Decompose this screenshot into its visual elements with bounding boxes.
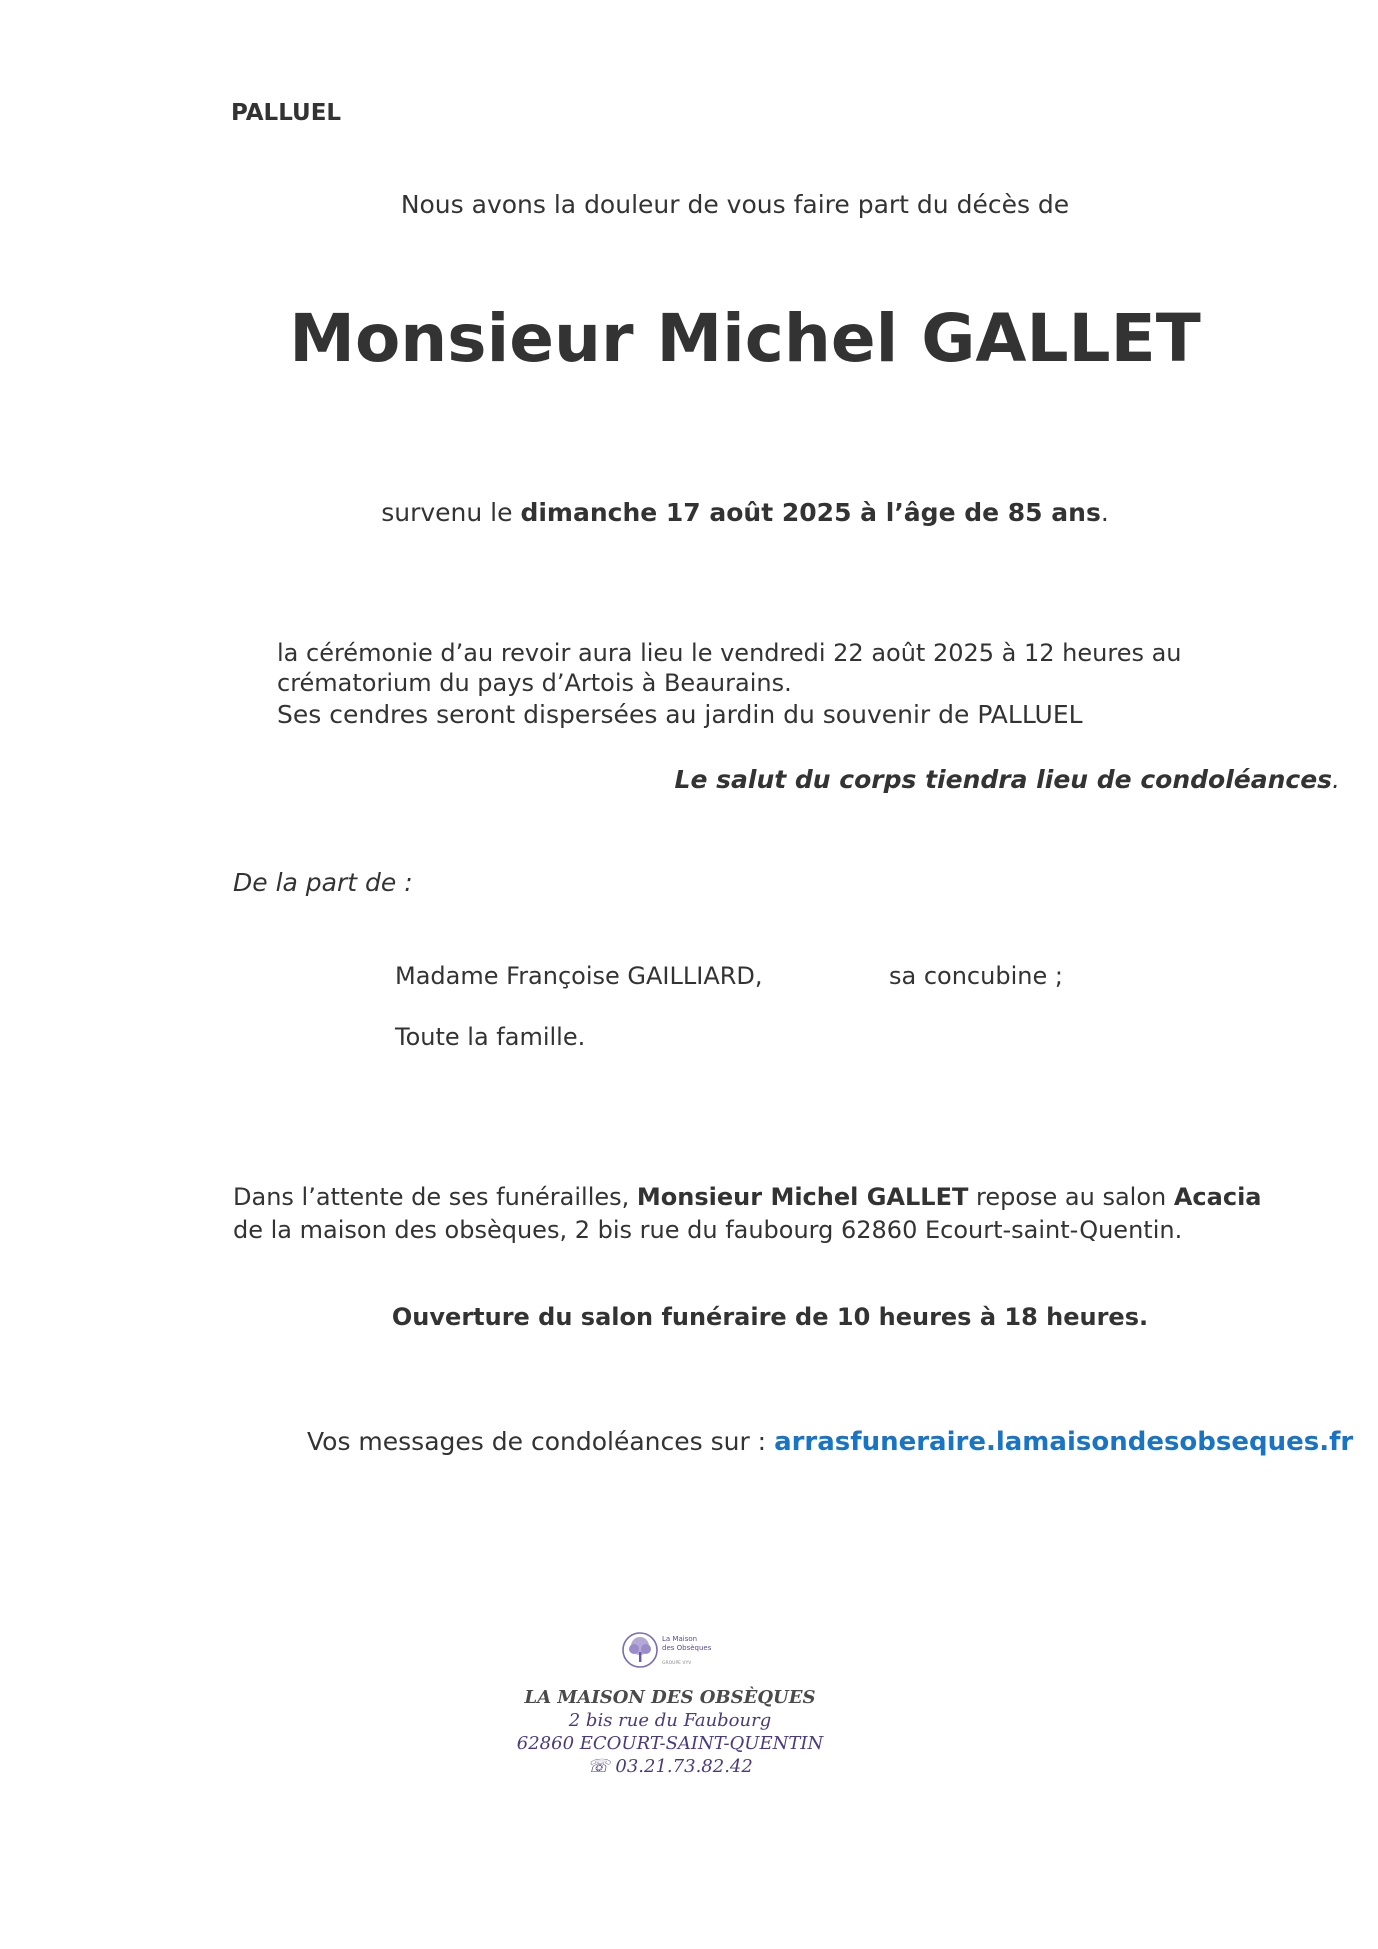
footer-phone-line bbox=[480, 1755, 860, 1778]
footer-street: 2 bis rue du Faubourg bbox=[568, 1710, 772, 1731]
intro-text: Nous avons la douleur de vous faire part du décès de bbox=[400, 190, 1070, 219]
salut-text bbox=[675, 765, 1340, 794]
footer-city: 62860 ECOURT-SAINT-QUENTIN bbox=[516, 1733, 824, 1754]
town-name: PALLUEL bbox=[231, 100, 342, 126]
tree-icon bbox=[620, 1630, 730, 1675]
salut-suffix: . bbox=[1332, 765, 1340, 794]
phone-icon: ☏ bbox=[587, 1756, 610, 1777]
ceremony-text: la cérémonie d’au revoir aura lieu le vendredi 22 août 2025 à 12 heures au crématorium du pays d’Artois à Beaurains. bbox=[277, 639, 1182, 697]
rest-part-3: de la maison des obsèques, 2 bis rue du faubourg 62860 Ecourt-saint-Quentin. bbox=[233, 1216, 1183, 1244]
condolences-link[interactable]: arrasfuneraire.lamaisondesobseques.fr bbox=[774, 1427, 1354, 1457]
salon-name: Acacia bbox=[1173, 1183, 1262, 1211]
death-date-suffix: . bbox=[1100, 498, 1109, 527]
logo-line-3: GROUPE VYV bbox=[662, 1661, 692, 1666]
company-logo bbox=[620, 1630, 730, 1675]
logo-line-1: La Maison bbox=[662, 1635, 698, 1643]
family-heading: De la part de : bbox=[233, 868, 413, 897]
condolences-line bbox=[307, 1427, 1353, 1457]
rest-part-2: repose au salon bbox=[968, 1183, 1174, 1211]
condolences-prefix: Vos messages de condoléances sur : bbox=[307, 1427, 775, 1456]
family-member-relation: sa concubine ; bbox=[889, 962, 1063, 990]
rest-part-1: Dans l’attente de ses funérailles, bbox=[233, 1183, 637, 1211]
footer-phone[interactable]: 03.21.73.82.42 bbox=[615, 1756, 753, 1777]
family-member-name: Madame Françoise GAILLIARD, bbox=[395, 962, 763, 990]
death-date-line bbox=[0, 498, 1378, 527]
death-date: dimanche 17 août 2025 à l’âge de 85 ans bbox=[520, 498, 1101, 527]
death-date-prefix: survenu le bbox=[381, 498, 521, 527]
logo-line-2: des Obsèques bbox=[662, 1644, 712, 1652]
footer-address bbox=[480, 1686, 860, 1778]
rest-deceased-name: Monsieur Michel GALLET bbox=[636, 1183, 969, 1211]
deceased-name: Monsieur Michel GALLET bbox=[289, 300, 1201, 377]
ashes-text: Ses cendres seront dispersées au jardin du souvenir de PALLUEL bbox=[277, 700, 1083, 729]
family-all: Toute la famille. bbox=[395, 1023, 586, 1051]
salut-main: Le salut du corps tiendra lieu de condoléances bbox=[674, 765, 1333, 794]
opening-hours: Ouverture du salon funéraire de 10 heures à 18 heures. bbox=[391, 1303, 1149, 1331]
footer-company-name: LA MAISON DES OBSÈQUES bbox=[524, 1687, 816, 1708]
rest-paragraph bbox=[233, 1181, 1293, 1247]
